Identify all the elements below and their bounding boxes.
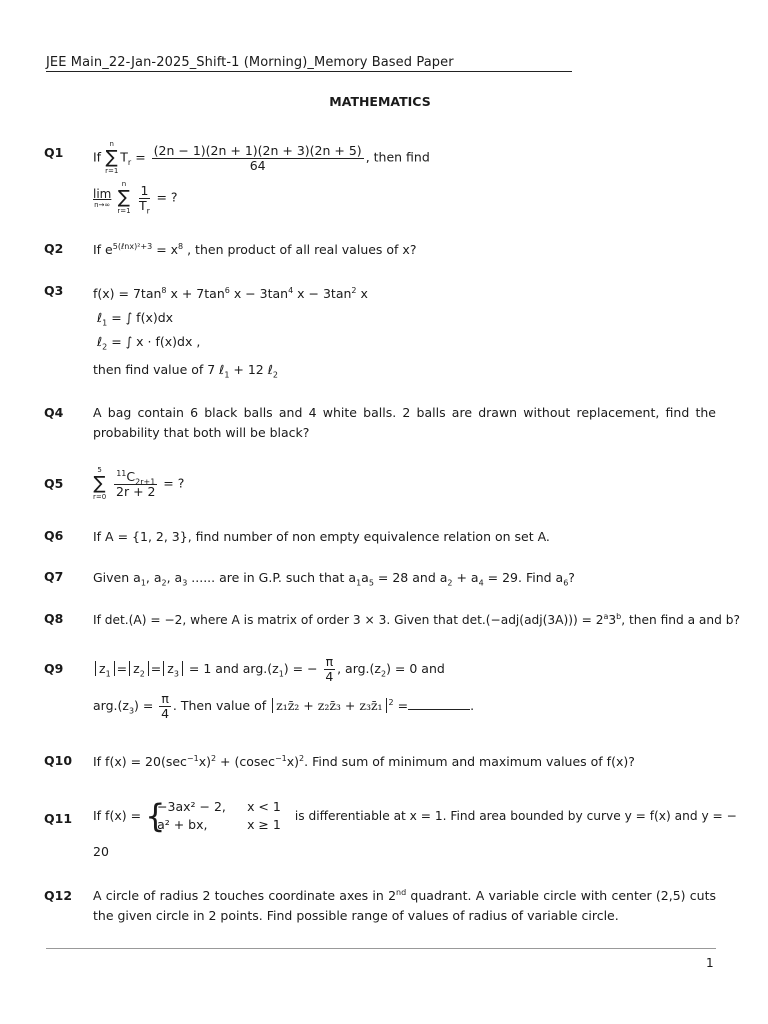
q3-ask <box>93 358 716 382</box>
sub: 2 <box>139 669 145 679</box>
sigma-symbol: ∑ <box>93 473 106 494</box>
case-cond: x < 1 <box>247 799 281 814</box>
page-number: 1 <box>706 956 714 970</box>
text: , a <box>145 570 162 585</box>
term: T <box>120 149 128 165</box>
sub: 3 <box>173 669 179 679</box>
sub: 3 <box>182 578 188 588</box>
numerator: π <box>161 691 169 706</box>
fraction <box>114 470 157 499</box>
text: x − 3tan <box>293 286 352 301</box>
case-row <box>157 799 281 814</box>
z: z <box>133 661 140 676</box>
text: x + 7tan <box>166 286 225 301</box>
sum-lower: r=0 <box>93 493 107 501</box>
power: 2 <box>351 285 357 295</box>
sub: 1 <box>224 370 230 380</box>
text: is differentiable at x = 1. Find area bounded by curve y = f(x) and y = − <box>294 809 737 823</box>
text: . Find sum of minimum and maximum values of f(x)? <box>304 754 635 769</box>
z: z <box>167 661 174 676</box>
q3-integral-1 <box>93 306 716 330</box>
sum-upper: 5 <box>97 466 102 474</box>
fraction <box>159 692 171 721</box>
text: = <box>393 698 409 713</box>
q9-line-2 <box>93 692 716 721</box>
subject-title: MATHEMATICS <box>329 94 431 109</box>
term-sub: r <box>127 158 132 167</box>
footer-rule <box>46 948 716 949</box>
case-cond: x ≥ 1 <box>247 817 281 832</box>
numerator <box>114 470 157 485</box>
question-number: Q8 <box>44 611 64 626</box>
sup: b <box>616 611 622 621</box>
text: quadrant. A variable circle with center (2,5) cuts the given circle in 2 points. Find possible range of values of radius of variable circle. <box>93 888 717 923</box>
c-sub: 2r+1 <box>135 477 156 486</box>
numerator: π <box>325 654 334 669</box>
sub: 5 <box>368 578 374 588</box>
sup: nd <box>396 887 407 897</box>
text: ...... are in G.P. such that a <box>187 570 357 585</box>
q2-text: If e <box>93 242 113 257</box>
modulus <box>163 661 183 679</box>
sub: 1 <box>105 669 111 679</box>
lim-text: lim <box>93 186 112 201</box>
sub: 4 <box>478 578 484 588</box>
text: x) <box>198 754 211 769</box>
question-number: Q12 <box>44 888 73 903</box>
answer-blank <box>408 699 470 710</box>
question-number: Q2 <box>44 241 64 256</box>
text: , then find a and b? <box>621 613 740 627</box>
exponent: 8 <box>178 241 184 251</box>
q2-text: , then product of all real values of x? <box>183 242 417 257</box>
text: then find value of 7 ℓ <box>93 362 225 377</box>
denominator: 64 <box>249 157 266 173</box>
power: 8 <box>161 285 167 295</box>
text: If f(x) = 20(sec <box>93 754 187 769</box>
text: ) = 0 and <box>386 661 445 676</box>
text: = 1 and arg.(z <box>184 661 279 676</box>
sup: −1 <box>186 753 199 763</box>
text: + a <box>452 570 479 585</box>
power: 6 <box>224 285 230 295</box>
text: ) = − <box>283 661 318 676</box>
exponent: 5(ℓnx)²+3 <box>112 241 153 251</box>
fraction-2 <box>139 184 151 213</box>
text: , a <box>166 570 183 585</box>
equals: = <box>135 149 146 165</box>
ell: ℓ <box>97 310 103 325</box>
fraction <box>324 655 336 684</box>
sup: 2 <box>299 753 305 763</box>
question-number: Q9 <box>44 661 64 676</box>
q5-end: = ? <box>159 475 185 491</box>
den-sub: r <box>146 206 150 215</box>
text: a <box>361 570 369 585</box>
sub: 2 <box>102 342 108 352</box>
lim-sub: n→∞ <box>94 200 111 209</box>
denominator: 2r + 2 <box>116 483 156 499</box>
summation <box>105 140 118 176</box>
q2-text: = x <box>152 242 179 257</box>
c-symbol: C <box>126 468 136 484</box>
z: z <box>99 661 106 676</box>
sub: 3 <box>128 706 135 716</box>
case-row <box>157 817 281 832</box>
sub: 1 <box>102 318 108 328</box>
ell: ℓ <box>97 334 103 349</box>
piecewise <box>145 798 281 834</box>
sub: 2 <box>447 578 453 588</box>
text: ? <box>568 570 575 585</box>
text: x <box>356 286 368 301</box>
sigma-symbol: ∑ <box>117 187 131 208</box>
modulus-expression: z₁z̄₂ + z₂z̄₃ + z₃z̄₁ <box>272 698 386 713</box>
sum-upper: n <box>121 180 127 188</box>
den-text: T <box>139 197 147 213</box>
text: + (cosec <box>216 754 275 769</box>
sub: 1 <box>356 578 362 588</box>
sigma-symbol: ∑ <box>105 147 118 168</box>
denominator <box>139 199 151 213</box>
sub: 6 <box>563 578 569 588</box>
pre-sup: 11 <box>116 468 127 478</box>
sum-lower: r=1 <box>105 167 119 175</box>
text: Given a <box>93 570 141 585</box>
text: = 29. Find a <box>483 570 564 585</box>
question-number: Q4 <box>44 405 64 420</box>
page-header: JEE Main_22-Jan-2025_Shift-1 (Morning)_Memory Based Paper <box>46 55 454 70</box>
brace-symbol: { <box>145 797 166 835</box>
sum-upper: n <box>109 140 114 148</box>
text: + 12 ℓ <box>229 362 273 377</box>
text: , arg.(z <box>337 661 381 676</box>
text: 3 <box>608 613 617 627</box>
text: A circle of radius 2 touches coordinate axes in 2 <box>93 888 397 903</box>
sub: 2 <box>161 578 167 588</box>
sub: 2 <box>380 669 387 679</box>
question-number: Q10 <box>44 753 73 768</box>
text: f(x) = 7tan <box>93 286 162 301</box>
q1-if: If <box>93 149 102 165</box>
denominator: 4 <box>325 669 334 684</box>
text: ) = <box>134 698 154 713</box>
modulus <box>129 661 149 679</box>
text: = ∫ x · f(x)dx , <box>107 334 201 349</box>
sup: 2 <box>210 753 217 763</box>
question-number: Q7 <box>44 569 64 584</box>
q1-tail: , then find <box>365 149 430 165</box>
header-rule <box>46 71 572 72</box>
text: . <box>470 698 475 713</box>
question-6 <box>44 527 716 547</box>
text: = ∫ f(x)dx <box>107 310 174 325</box>
question-number: Q3 <box>44 283 64 298</box>
q9-line-1: $z_1 = z_2 = z_3 = 1$ and $arg.(z_1)$ = − $\frac{\pi}{4}$ , $arg.(z_2) = 0$ and <box>93 655 716 684</box>
text: x − 3tan <box>229 286 289 301</box>
power: 4 <box>288 285 294 295</box>
numerator: (2n − 1)(2n + 1)(2n + 3)(2n + 5) <box>153 142 362 158</box>
q12-text <box>93 886 716 926</box>
question-number: Q11 <box>44 811 73 826</box>
q4-text: A bag contain 6 black balls and 4 white balls. 2 balls are drawn without replacement, find the probability that both will be black? <box>93 405 716 440</box>
sub: 1 <box>140 578 146 588</box>
summation-2 <box>117 180 130 216</box>
denominator: 4 <box>161 706 170 721</box>
q3-integral-2 <box>93 330 716 354</box>
sub: 2 <box>272 370 278 380</box>
case-expr: −3ax² − 2, <box>157 799 226 814</box>
sum-lower: r=1 <box>117 207 131 215</box>
sup: 2 <box>388 697 394 707</box>
numerator: 1 <box>140 182 149 198</box>
summation <box>93 466 106 502</box>
modulus <box>95 661 115 679</box>
text: . Then value of <box>172 698 267 713</box>
sup: a <box>603 611 609 621</box>
q6-text: If A = {1, 2, 3}, find number of non empty equivalence relation on set A. <box>93 529 550 544</box>
text: x) <box>286 754 300 769</box>
text: arg.(z <box>93 698 129 713</box>
text: If f(x) = <box>93 808 142 823</box>
sup: −1 <box>274 753 287 763</box>
case-expr: a² + bx, <box>157 817 208 832</box>
q1-end: = ? <box>152 189 178 205</box>
fraction <box>152 144 364 173</box>
sub: 1 <box>278 669 284 679</box>
text: = 28 and a <box>373 570 448 585</box>
q3-function <box>93 282 716 306</box>
question-number: Q6 <box>44 528 64 543</box>
limit <box>93 187 111 210</box>
question-number: Q5 <box>44 476 64 491</box>
text: If det.(A) = −2, where A is matrix of order 3 × 3. Given that det.(−adj(adj(3A))) = 2 <box>93 613 604 627</box>
q11-continuation: 20 <box>93 844 109 859</box>
question-number: Q1 <box>44 145 64 160</box>
